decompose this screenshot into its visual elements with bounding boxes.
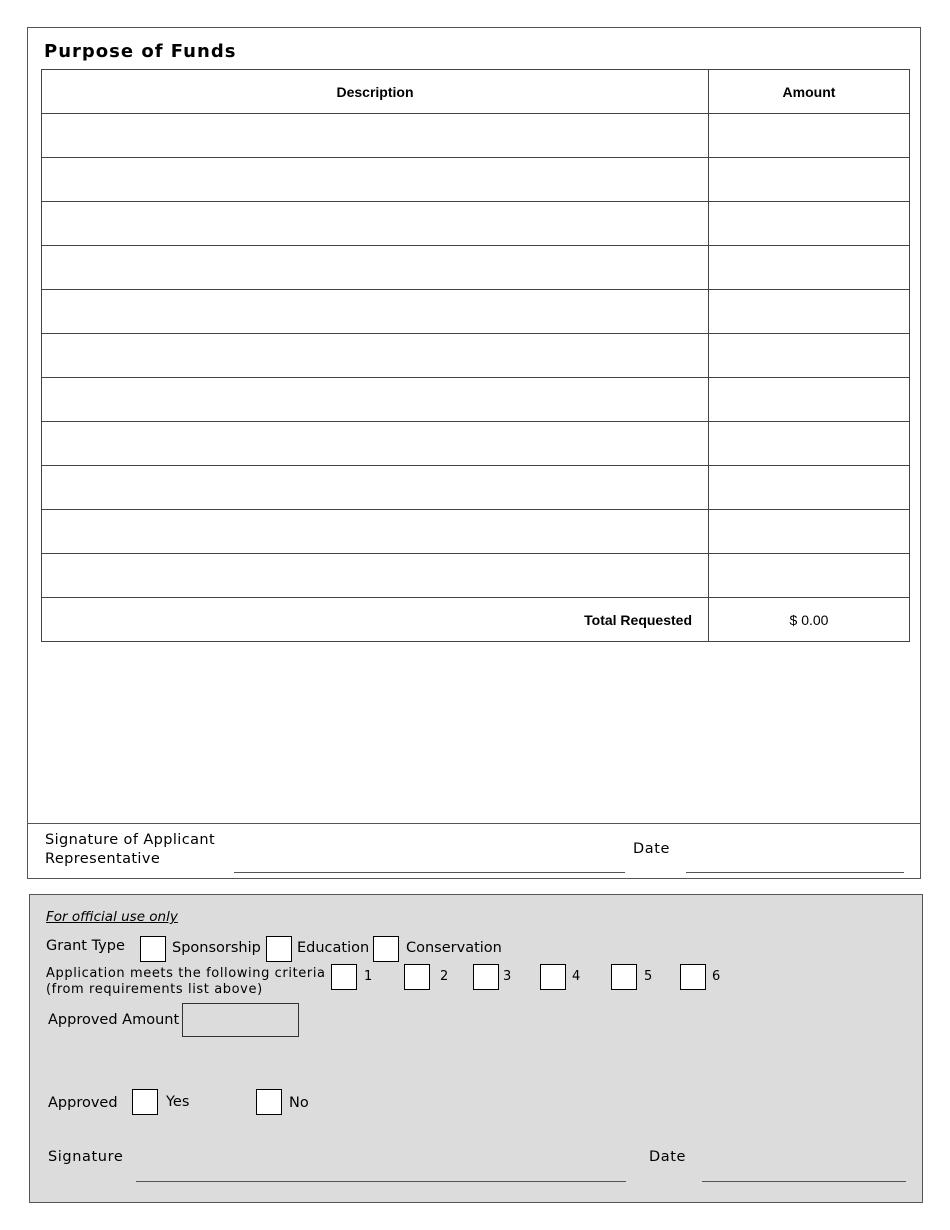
table-row — [42, 202, 910, 246]
description-cell[interactable] — [42, 334, 709, 378]
applicant-signature-label-line2: Representative — [45, 851, 161, 867]
approved-yes-checkbox[interactable] — [132, 1089, 158, 1115]
description-cell[interactable] — [42, 202, 709, 246]
grant-type-label: Grant Type — [46, 938, 125, 954]
applicant-signature-field[interactable] — [234, 871, 625, 873]
criteria-1-checkbox[interactable] — [331, 964, 357, 990]
sponsorship-label: Sponsorship — [172, 940, 261, 956]
amount-cell[interactable] — [709, 466, 910, 510]
total-row — [42, 598, 910, 642]
description-cell[interactable] — [42, 466, 709, 510]
criteria-2-label: 2 — [440, 969, 449, 984]
amount-cell[interactable] — [709, 554, 910, 598]
funds-table — [41, 69, 910, 642]
table-header-row — [42, 70, 910, 114]
official-use-panel — [29, 894, 923, 1203]
approved-amount-label: Approved Amount — [48, 1012, 180, 1028]
conservation-checkbox[interactable] — [373, 936, 399, 962]
description-cell[interactable] — [42, 422, 709, 466]
table-row — [42, 378, 910, 422]
amount-cell[interactable] — [709, 510, 910, 554]
amount-cell[interactable] — [709, 422, 910, 466]
amount-cell[interactable] — [709, 246, 910, 290]
criteria-6-checkbox[interactable] — [680, 964, 706, 990]
approved-yes-label: Yes — [166, 1094, 190, 1110]
amount-cell[interactable] — [709, 114, 910, 158]
official-signature-label: Signature — [48, 1149, 124, 1165]
approved-no-checkbox[interactable] — [256, 1089, 282, 1115]
amount-cell[interactable] — [709, 290, 910, 334]
criteria-label — [46, 966, 326, 998]
description-header: Description — [42, 70, 709, 114]
amount-cell[interactable] — [709, 334, 910, 378]
description-cell[interactable] — [42, 158, 709, 202]
criteria-6-label: 6 — [712, 969, 721, 984]
education-label: Education — [297, 940, 370, 956]
applicant-date-field[interactable] — [686, 871, 904, 873]
total-requested-label: Total Requested — [42, 598, 709, 642]
approved-no-label: No — [289, 1095, 309, 1111]
amount-header: Amount — [709, 70, 910, 114]
description-cell[interactable] — [42, 246, 709, 290]
criteria-4-checkbox[interactable] — [540, 964, 566, 990]
official-signature-field[interactable] — [136, 1180, 626, 1182]
criteria-5-label: 5 — [644, 969, 653, 984]
description-cell[interactable] — [42, 554, 709, 598]
criteria-1-label: 1 — [364, 969, 373, 984]
official-date-field[interactable] — [702, 1180, 906, 1182]
criteria-4-label: 4 — [572, 969, 581, 984]
conservation-label: Conservation — [406, 940, 502, 956]
amount-cell[interactable] — [709, 158, 910, 202]
amount-cell[interactable] — [709, 202, 910, 246]
criteria-label-line1: Application meets the following criteria — [46, 966, 326, 981]
total-requested-value: $ 0.00 — [709, 598, 910, 642]
criteria-3-checkbox[interactable] — [473, 964, 499, 990]
sponsorship-checkbox[interactable] — [140, 936, 166, 962]
table-row — [42, 158, 910, 202]
description-cell[interactable] — [42, 114, 709, 158]
table-row — [42, 422, 910, 466]
table-row — [42, 114, 910, 158]
description-cell[interactable] — [42, 290, 709, 334]
criteria-2-checkbox[interactable] — [404, 964, 430, 990]
page-title: Purpose of Funds — [44, 41, 237, 62]
criteria-5-checkbox[interactable] — [611, 964, 637, 990]
applicant-signature-label — [45, 831, 215, 869]
table-row — [42, 554, 910, 598]
table-row — [42, 334, 910, 378]
applicant-signature-label-line1: Signature of Applicant — [45, 832, 216, 848]
table-row — [42, 290, 910, 334]
amount-cell[interactable] — [709, 378, 910, 422]
criteria-3-label: 3 — [503, 969, 512, 984]
education-checkbox[interactable] — [266, 936, 292, 962]
table-row — [42, 466, 910, 510]
applicant-date-label: Date — [633, 841, 671, 857]
approved-label: Approved — [48, 1095, 118, 1111]
criteria-label-line2: (from requirements list above) — [46, 982, 263, 997]
description-cell[interactable] — [42, 510, 709, 554]
description-cell[interactable] — [42, 378, 709, 422]
table-row — [42, 246, 910, 290]
approved-amount-field[interactable] — [182, 1003, 299, 1037]
official-date-label: Date — [649, 1149, 687, 1165]
official-use-heading: For official use only — [46, 909, 178, 925]
table-row — [42, 510, 910, 554]
applicant-signature-row — [27, 823, 921, 879]
